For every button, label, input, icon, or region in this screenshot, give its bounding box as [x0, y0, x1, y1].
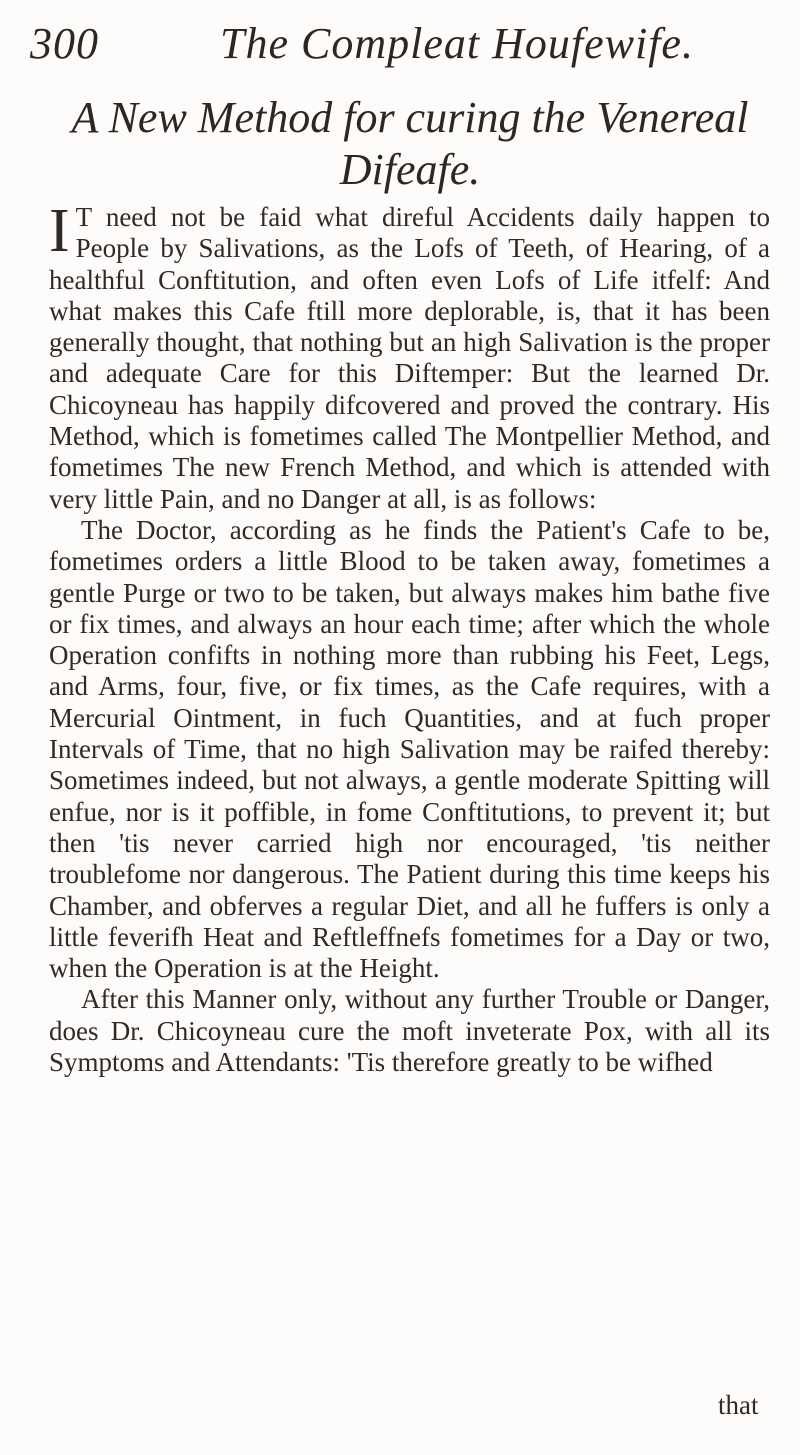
paragraph-1: [49, 197, 770, 515]
page-number: 300: [30, 19, 99, 68]
paragraph-1-text: T need not be faid what direful Accidents daily happen to People by Salivations, as the Lofs of Teeth, of Hearing, of a healthful Conftitution, and often even Lofs of Life itfelf: And what makes this Cafe ftill more deplorable, is, that it has been generally thought, that nothing but an high Salivation is the proper and adequate Care for this Diftemper: But the learned Dr. Chicoyneau has happily difcovered and proved the contrary. His Method, which is fometimes called The Montpellier Method, and fometimes The new French Method, and which is attended with very little Pain, and no Danger at all, is as follows:: [49, 202, 770, 514]
paragraph-2: The Doctor, according as he finds the Patient's Cafe to be, fometimes orders a little Blood to be taken away, fometimes a gentle Purge or two to be taken, but always makes him bathe five or fix times, and always an hour each time; after which the whole Operation confifts in nothing more than rubbing his Feet, Legs, and Arms, four, five, or fix times, as the Cafe requires, with a Mercurial Ointment, in fuch Quantities, and at fuch proper Intervals of Time, that no high Salivation may be raifed thereby: Sometimes indeed, but not always, a gentle moderate Spitting will enfue, nor is it poffible, in fome Conftitutions, to prevent it; but then 'tis never carried high nor encouraged, 'tis neither troublefome nor dangerous. The Patient during this time keeps his Chamber, and obferves a regular Diet, and all he fuffers is only a little feverifh Heat and Reftleffnefs fometimes for a Day or two, when the Operation is at the Height.: [49, 514, 770, 984]
running-title: The Compleat Houfewife.: [220, 19, 694, 68]
catchword: that: [718, 1390, 759, 1420]
body-text: [49, 197, 770, 1078]
drop-cap: I: [49, 197, 70, 265]
paragraph-3: After this Manner only, without any further Trouble or Danger, does Dr. Chicoyneau cure the moft inveterate Pox, with all its Symptoms and Attendants: 'Tis therefore greatly to be wifhed: [49, 984, 770, 1078]
running-head: [30, 18, 760, 78]
section-heading: [60, 92, 760, 196]
section-heading-line1: A New Method for curing the Venereal: [71, 93, 749, 142]
section-heading-line2: Difeafe.: [339, 145, 481, 194]
